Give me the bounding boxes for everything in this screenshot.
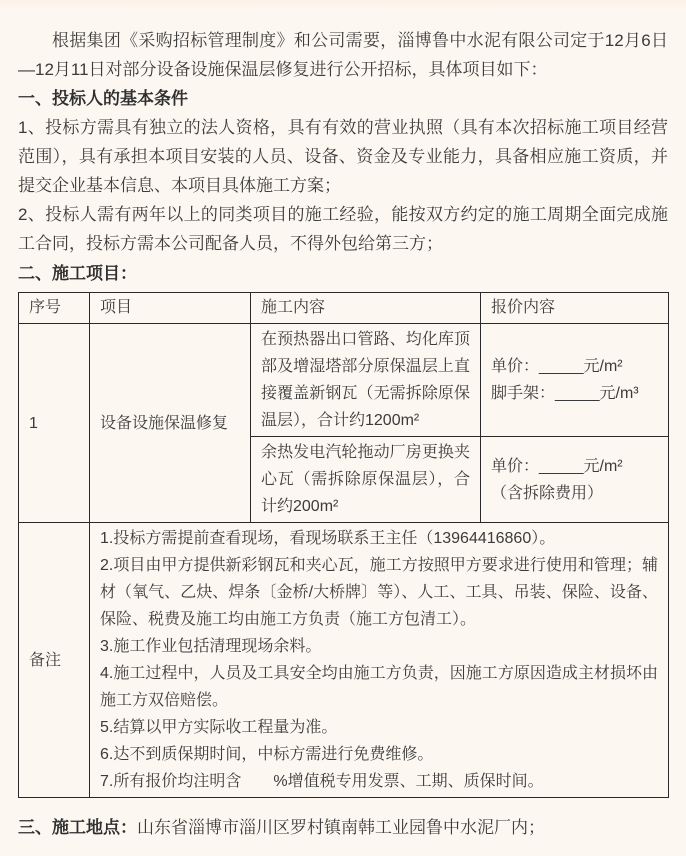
- intro-paragraph: 根据集团《采购招标管理制度》和公司需要，淄博鲁中水泥有限公司定于12月6日—12月11日对部分设备设施保温层修复进行公开招标，具体项目如下：: [18, 31, 668, 79]
- remark-7: 7.所有报价均注明含 %增值税专用发票、工期、质保时间。: [100, 773, 544, 790]
- bidder-condition-1: 1、投标方需具有独立的法人资格，具有有效的营业执照（具有本次招标施工项目经营范围），具有承担本项目安装的人员、设备、资金及专业能力，具备相应施工资质，并提交企业基本信息、本项目具体施工方案；: [18, 118, 668, 195]
- section1-heading: 一、投标人的基本条件: [18, 89, 188, 108]
- col-header-project: 项目: [90, 293, 251, 324]
- section3-text: 山东省淄博市淄川区罗村镇南韩工业园鲁中水泥厂内；: [137, 818, 545, 837]
- remark-1: 1.投标方需提前查看现场，看现场联系王主任（13964416860）。: [100, 530, 556, 547]
- quote-1-line-1: 单价：_____元/m²: [491, 358, 623, 375]
- cell-quote-2: [481, 437, 669, 523]
- quote-1-line-2: 脚手架：_____元/m³: [491, 385, 639, 402]
- quote-2-line-1: 单价：_____元/m²: [491, 457, 623, 475]
- projects-table: [18, 292, 669, 798]
- remark-5: 5.结算以甲方实际收工程量为准。: [100, 719, 338, 736]
- remark-6: 6.达不到质保期时间，中标方需进行免费维修。: [100, 746, 434, 763]
- remark-2: 2.项目由甲方提供新彩钢瓦和夹心瓦，施工方按照甲方要求进行使用和管理；辅材（氧气、乙炔、焊条〔金桥/大桥牌〕等）、人工、工具、吊装、保险、设备、保险、税费及施工均由施工方负责（施工方包清工）。: [100, 557, 658, 628]
- remarks-row: [19, 523, 669, 798]
- cell-work-content-1: 在预热器出口管路、均化库顶部及增湿塔部分原保温层上直接覆盖新钢瓦（无需拆除原保温层），合计约1200m²: [251, 324, 481, 437]
- col-header-no: 序号: [19, 293, 90, 324]
- project-row-sub1: [19, 324, 669, 437]
- table-header-row: [19, 293, 669, 324]
- remark-4: 4.施工过程中，人员及工具安全均由施工方负责，因施工方原因造成主材损坏由施工方双倍赔偿。: [100, 665, 658, 709]
- section3-heading: 三、施工地点：: [18, 818, 137, 837]
- section2-heading: 二、施工项目：: [18, 264, 137, 283]
- bidder-condition-2: 2、投标人需有两年以上的同类项目的施工经验，能按双方约定的施工周期全面完成施工合同，投标方需本公司配备人员，不得外包给第三方；: [18, 205, 668, 253]
- cell-quote-1: [481, 324, 669, 437]
- cell-remarks: [90, 523, 669, 798]
- section3-line: [18, 813, 668, 842]
- remark-3: 3.施工作业包括清理现场余料。: [100, 638, 322, 655]
- cell-remark-label: 备注: [19, 523, 90, 798]
- col-header-quote: 报价内容: [481, 293, 669, 324]
- quote-2-line-2: （含拆除费用）: [491, 484, 604, 502]
- cell-work-content-2: 余热发电汽轮拖动厂房更换夹心瓦（需拆除原保温层），合计约200m²: [251, 437, 481, 523]
- cell-no: 1: [19, 324, 90, 523]
- col-header-content: 施工内容: [251, 293, 481, 324]
- cell-project-name: 设备设施保温修复: [90, 324, 251, 523]
